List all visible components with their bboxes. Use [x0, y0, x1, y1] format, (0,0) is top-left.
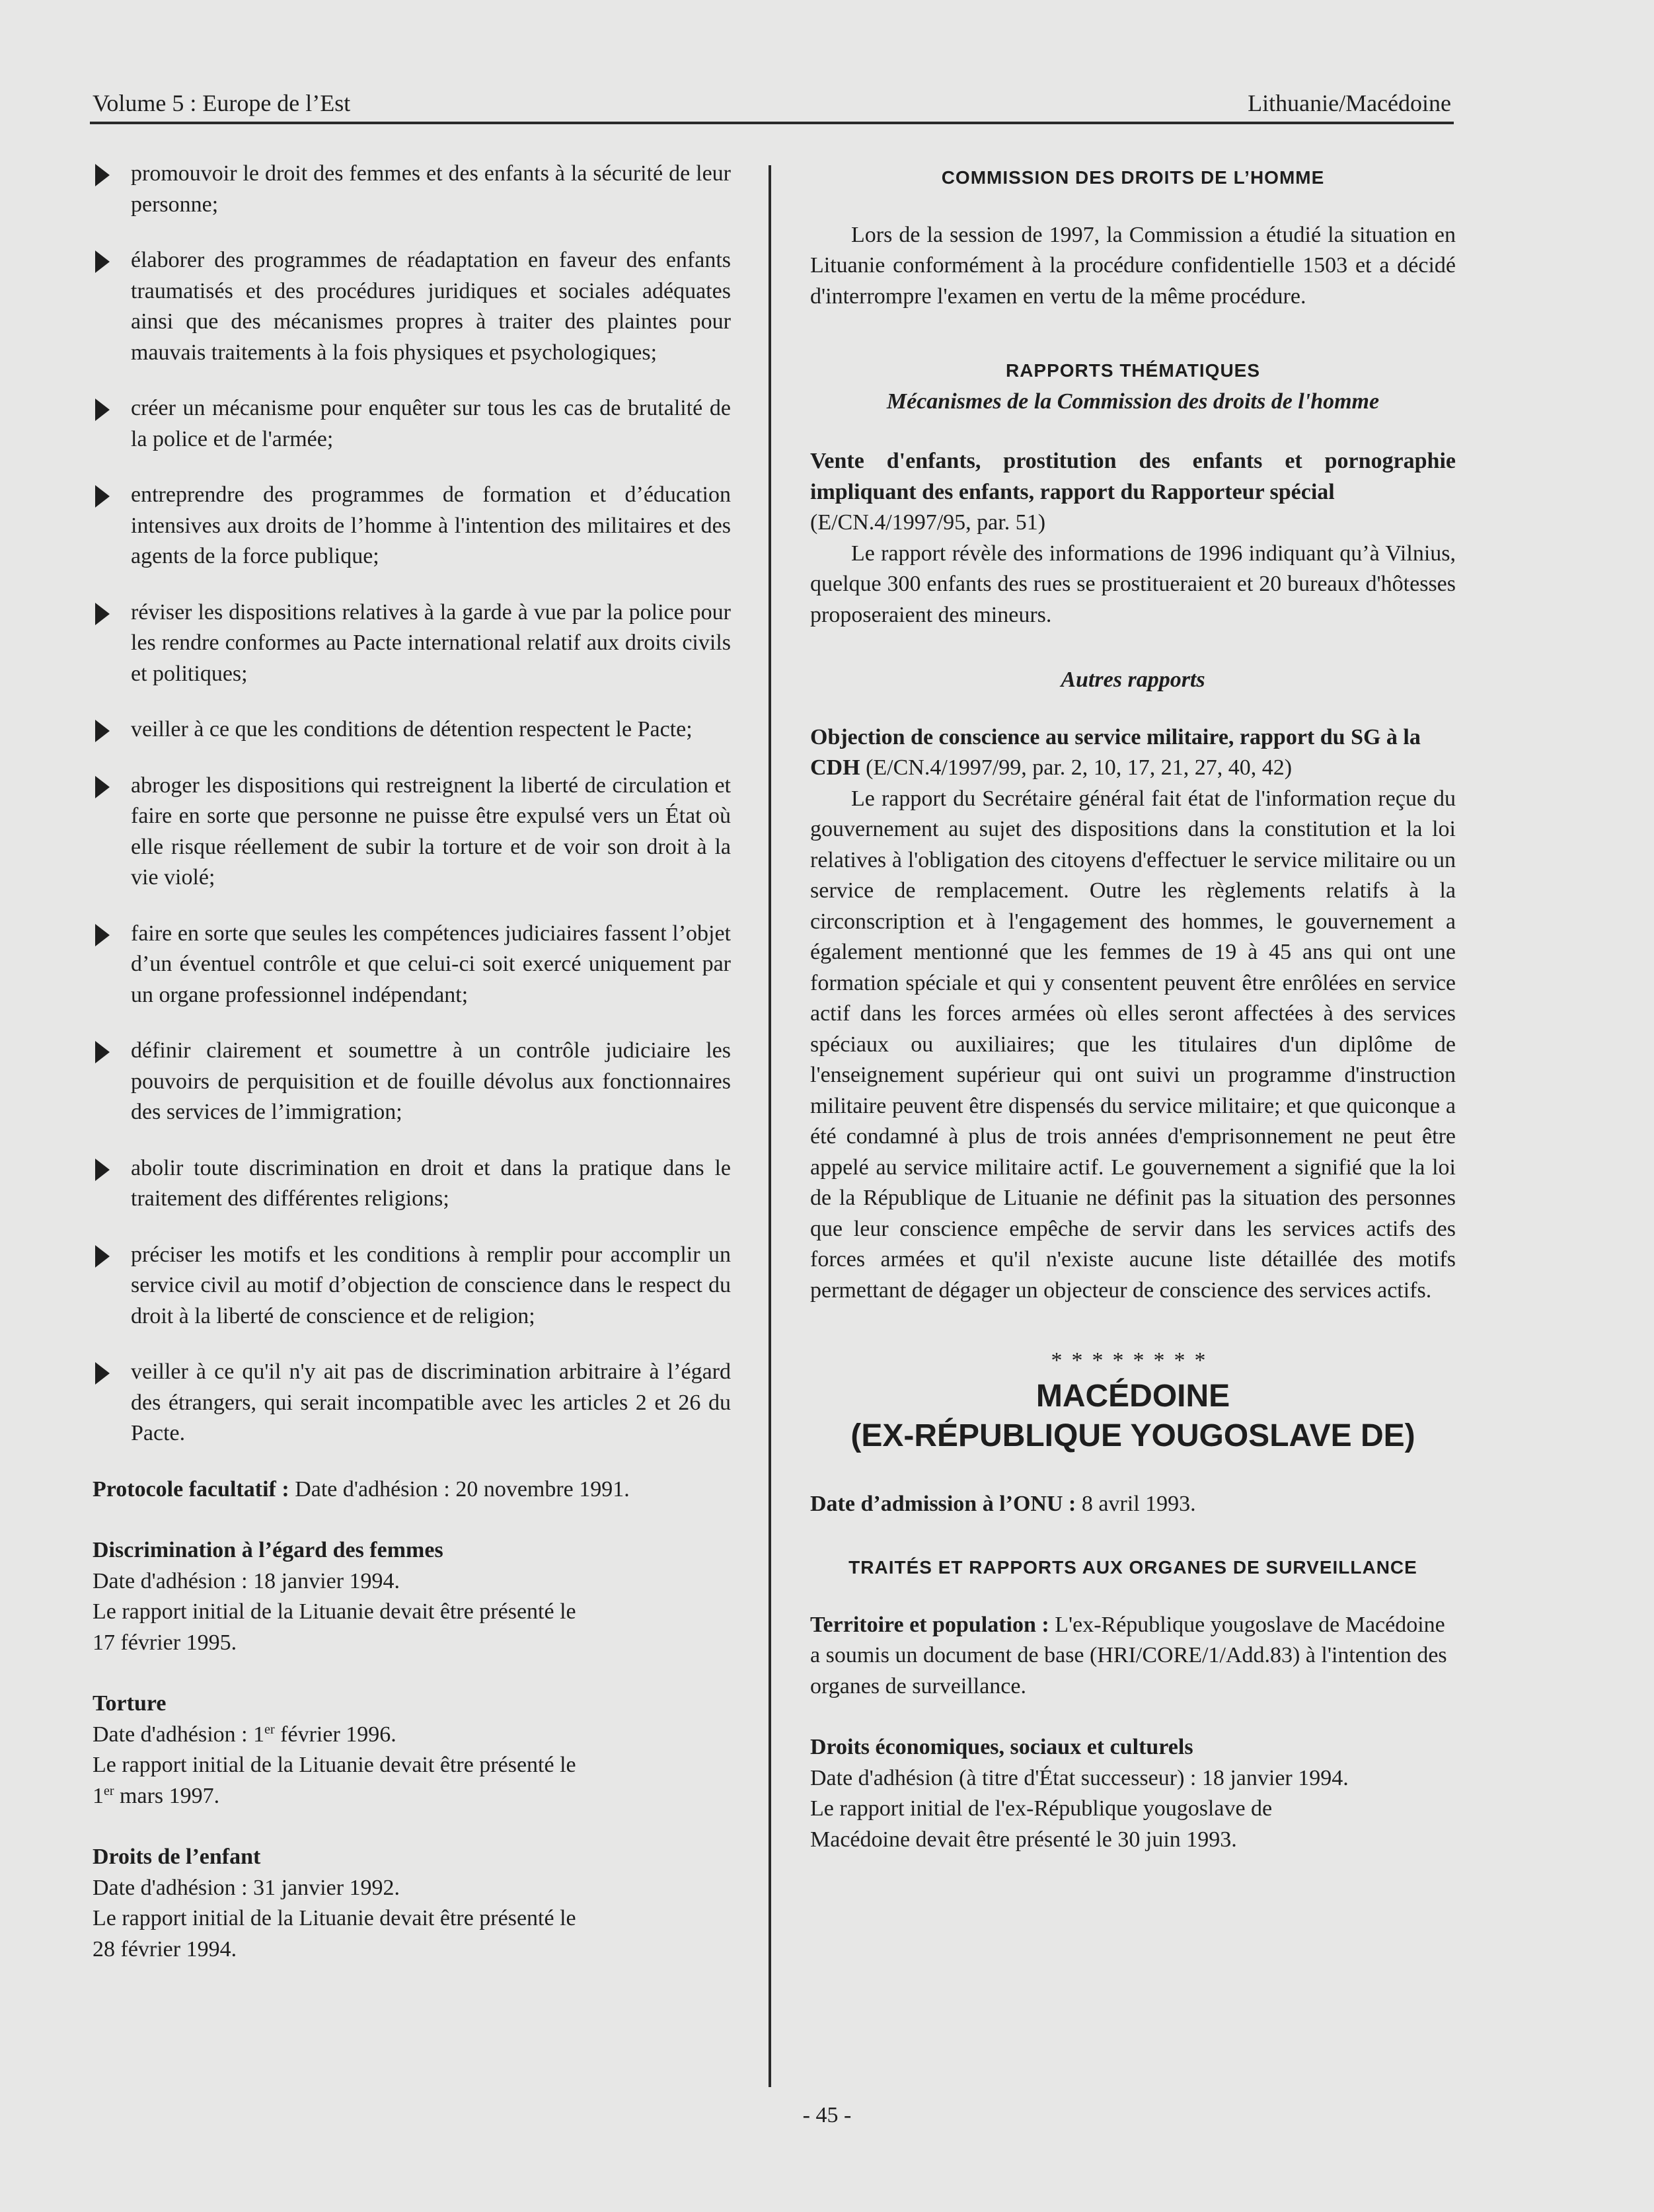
right-column [810, 159, 1456, 1855]
bullet-item [93, 393, 731, 455]
bullet-text: réviser les dispositions relatives à la garde à vue par la police pour les rendre conformes au Pacte international relatif aux droits civils et politiques; [131, 599, 731, 686]
protocol-date: Date d'adhésion : 20 novembre 1991. [289, 1476, 630, 1502]
bullet-text: veiller à ce qu'il n'y ait pas de discrimination arbitraire à l’égard des étrangers, qui serait incompatible avec les articles 2 et 26 du Pacte. [131, 1359, 731, 1445]
bullet-text: faire en sorte que seules les compétences judiciaires fassent l’objet d’un éventuel contrôle et que celui-ci soit exercé uniquement par un organe professionnel indépendant; [131, 921, 731, 1007]
bullet-item [93, 919, 731, 1011]
objection-ref: (E/CN.4/1997/99, par. 2, 10, 17, 21, 27, 40, 42) [860, 755, 1293, 780]
triangle-bullet-icon [95, 776, 110, 798]
left-column [93, 159, 731, 1965]
bullet-item [93, 714, 731, 745]
objection-text: Le rapport du Secrétaire général fait état de l'information reçue du gouvernement au sujet des dispositions dans la constitution et la loi relatives à l'obligation des citoyens d'effectuer le service militaire ou un service de remplacement. Outre les règlements relatifs à la circonscription et à l'engagement des hommes, le gouvernement a également mentionné que les femmes de 19 à 45 ans qui ont une formation spéciale et qui y consentent peuvent être enrôlées en service actif dans les forces armées où elles seront affectées à des services spéciaux ou auxiliaires; que les titulaires d'un diplôme de l'enseignement supérieur qui ont suivi un programme d'instruction militaire peuvent être dispensés du service militaire; et que quiconque a été condamné à plus de trois années d'emprisonnement ne peut être appelé au service militaire actif. Le gouvernement a signifié que la loi de la République de Lituanie ne définit pas la situation des personnes que leur conscience empêche de servir dans les services actifs des forces armées et qu'il n'existe aucune liste détaillée des motifs permettant de dégager un objecteur de conscience des services actifs. [810, 786, 1456, 1303]
torture-due-sup: er [104, 1783, 114, 1798]
column-divider [769, 165, 771, 2087]
territory-label: Territoire et population : [810, 1612, 1049, 1637]
section-economic-rights [810, 1732, 1456, 1855]
economic-report: Le rapport initial de l'ex-République yougoslave de [810, 1796, 1273, 1821]
bullet-item [93, 771, 731, 894]
objection-report-heading [810, 722, 1456, 784]
economic-title: Droits économiques, sociaux et culturels [810, 1735, 1193, 1759]
section-separator-stars: ******** [1051, 1348, 1215, 1373]
country-subtitle: (EX-RÉPUBLIQUE YOUGOSLAVE DE) [850, 1418, 1415, 1453]
commission-text: Lors de la session de 1997, la Commission a étudié la situation en Lituanie conformément à la procédure confidentielle 1503 et a décidé d'interrompre l'examen en vertu de la même procédure. [810, 222, 1456, 309]
sale-report-heading [810, 446, 1456, 539]
objection-title: Objection de conscience au service militaire, rapport du SG à la CDH [810, 724, 1421, 780]
child-title: Droits de l’enfant [93, 1845, 261, 1869]
section-torture [93, 1689, 731, 1812]
bullet-text: promouvoir le droit des femmes et des enfants à la sécurité de leur personne; [131, 161, 731, 217]
torture-date-prefix: Date d'adhésion : 1 [93, 1722, 265, 1747]
triangle-bullet-icon [95, 1041, 110, 1063]
bullet-item [93, 1036, 731, 1128]
economic-due: Macédoine devait être présenté le 30 juin 1993. [810, 1827, 1237, 1852]
triangle-bullet-icon [95, 1159, 110, 1181]
header-volume: Volume 5 : Europe de l’Est [93, 90, 351, 116]
discrimination-title: Discrimination à l’égard des femmes [93, 1538, 443, 1562]
sale-title: Vente d'enfants, prostitution des enfants et pornographie impliquant des enfants, rapport du Rapporteur spécial [810, 449, 1456, 504]
child-date: Date d'adhésion : 31 janvier 1992. [93, 1875, 400, 1900]
triangle-bullet-icon [95, 1362, 110, 1385]
triangle-bullet-icon [95, 485, 110, 508]
triangle-bullet-icon [95, 164, 110, 186]
economic-date: Date d'adhésion (à titre d'État successeur) : 18 janvier 1994. [810, 1765, 1349, 1790]
discrimination-due: 17 février 1995. [93, 1630, 237, 1655]
bullet-text: veiller à ce que les conditions de détention respectent le Pacte; [131, 717, 693, 742]
torture-due-suffix: mars 1997. [114, 1783, 220, 1808]
country-name: MACÉDOINE [1035, 1378, 1230, 1414]
triangle-bullet-icon [95, 924, 110, 946]
page-header [90, 85, 1454, 124]
commission-heading: COMMISSION DES DROITS DE L’HOMME [941, 167, 1325, 188]
territory-population [810, 1610, 1456, 1702]
child-due: 28 février 1994. [93, 1936, 237, 1962]
bullet-text: définir clairement et soumettre à un contrôle judiciaire les pouvoirs de perquisition et de fouille dévolus aux fonctionnaires des services de l’immigration; [131, 1038, 731, 1124]
bullet-text: élaborer des programmes de réadaptation en faveur des enfants traumatisés et des procédures juridiques et sociales adéquates ainsi que des mécanismes propres à traiter des plaintes pour mauvais traitements à la fois physiques et psychologiques; [131, 248, 731, 365]
other-reports-heading: Autres rapports [1061, 667, 1205, 692]
section-child-rights [93, 1842, 731, 1965]
bullet-text: entreprendre des programmes de formation et d’éducation intensives aux droits de l’homme à l'intention des militaires et des agents de la force publique; [131, 482, 731, 568]
bullet-text: abroger les dispositions qui restreignent la liberté de circulation et faire en sorte que personne ne puisse être expulsé vers un État où elle risque réellement de subir la torture et de voir son droit à la vie violé; [131, 773, 731, 890]
bullet-text: abolir toute discrimination en droit et dans la pratique dans le traitement des différentes religions; [131, 1155, 731, 1211]
treaties-heading: TRAITÉS ET RAPPORTS AUX ORGANES DE SURVEILLANCE [848, 1557, 1417, 1578]
bullet-item [93, 1357, 731, 1449]
torture-date [93, 1720, 731, 1751]
torture-title: Torture [93, 1691, 167, 1716]
child-report: Le rapport initial de la Lituanie devait être présenté le [93, 1906, 576, 1930]
territory-text: L'ex-République yougoslave de Macédoine a soumis un document de base (HRI/CORE/1/Add.83) à l'intention des organes de surveillance. [810, 1612, 1447, 1698]
bullet-item [93, 480, 731, 572]
header-countries: Lithuanie/Macédoine [1248, 90, 1451, 116]
page-number: - 45 - [802, 2103, 852, 2127]
discrimination-date: Date d'adhésion : 18 janvier 1994. [93, 1568, 400, 1593]
section-discrimination [93, 1535, 731, 1658]
torture-report: Le rapport initial de la Lituanie devait être présenté le [93, 1753, 576, 1777]
torture-due-prefix: 1 [93, 1783, 104, 1808]
bullet-item [93, 1240, 731, 1332]
triangle-bullet-icon [95, 250, 110, 273]
optional-protocol [93, 1474, 731, 1506]
un-admission-date: 8 avril 1993. [1076, 1491, 1196, 1516]
bullet-item [93, 159, 731, 220]
mechanisms-heading: Mécanismes de la Commission des droits de l'homme [886, 389, 1380, 414]
triangle-bullet-icon [95, 720, 110, 742]
un-admission-label: Date d’admission à l’ONU : [810, 1491, 1076, 1516]
torture-date-suffix: février 1996. [274, 1722, 396, 1747]
sale-ref: (E/CN.4/1997/95, par. 51) [810, 510, 1046, 535]
sale-text: Le rapport révèle des informations de 1996 indiquant qu’à Vilnius, quelque 300 enfants des rues se prostitueraient et 20 bureaux d'hôtesses proposeraient des mineurs. [810, 541, 1456, 627]
triangle-bullet-icon [95, 603, 110, 625]
un-admission [810, 1489, 1456, 1520]
bullet-text: préciser les motifs et les conditions à remplir pour accomplir un service civil au motif d’objection de conscience dans le respect du droit à la liberté de conscience et de religion; [131, 1242, 731, 1328]
protocol-label: Protocole facultatif : [93, 1476, 289, 1502]
bullet-item [93, 245, 731, 368]
torture-due [93, 1781, 731, 1812]
triangle-bullet-icon [95, 399, 110, 421]
triangle-bullet-icon [95, 1245, 110, 1268]
bullet-text: créer un mécanisme pour enquêter sur tous les cas de brutalité de la police et de l'armée; [131, 396, 731, 451]
bullet-item [93, 597, 731, 690]
thematic-heading: RAPPORTS THÉMATIQUES [1005, 360, 1261, 381]
bullet-item [93, 1153, 731, 1215]
torture-date-sup: er [264, 1722, 275, 1737]
discrimination-report: Le rapport initial de la Lituanie devait être présenté le [93, 1599, 576, 1624]
